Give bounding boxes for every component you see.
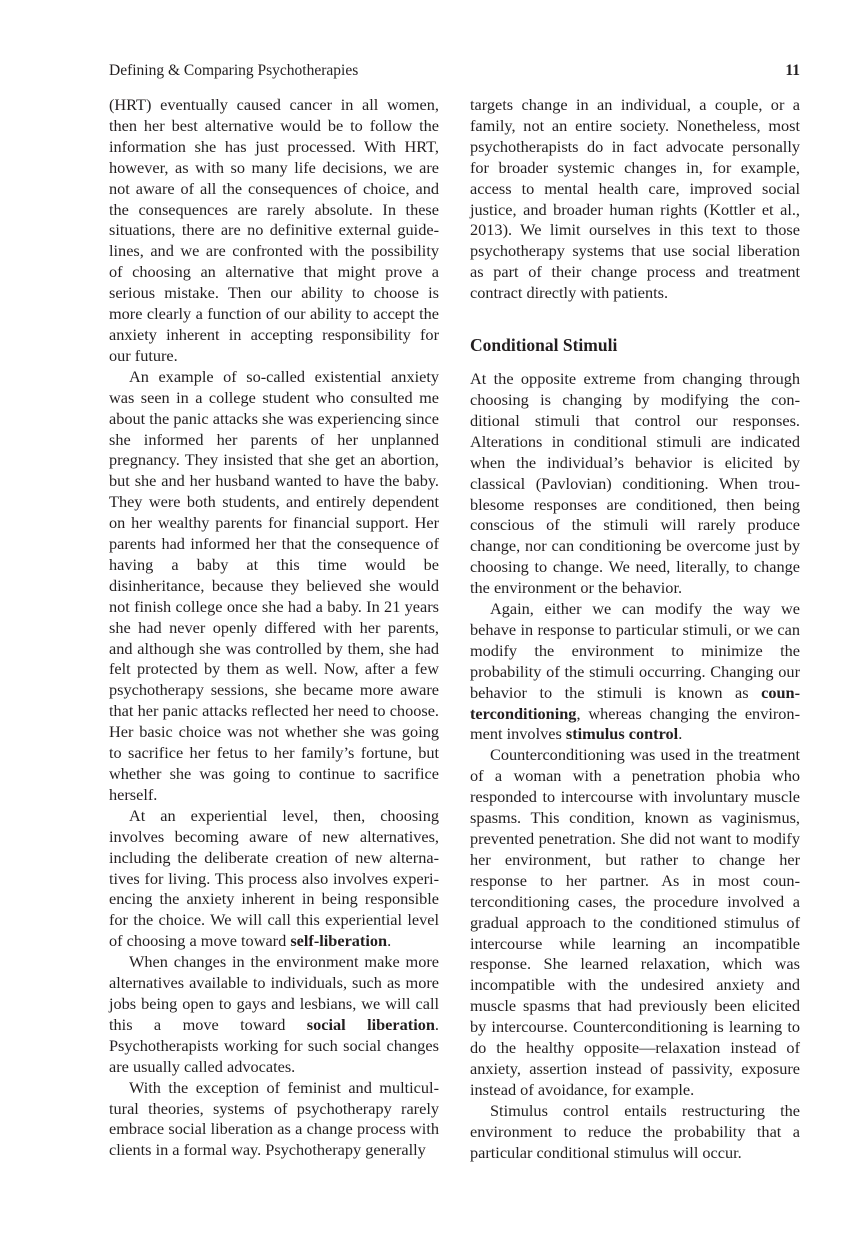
running-head-title: Defining & Comparing Psychotherapies (109, 62, 359, 79)
paragraph-text: At an experiential level, then, choosing involves becoming aware of new alternatives, including the deliberate creation of new alternatives for living. This process also involves experiencing the anxiety inherent in being responsible for the choice. We will call this experiential level of choosing a move toward (109, 805, 439, 951)
left-column (109, 95, 439, 1161)
key-term-self-liberation: self-liberation (290, 931, 388, 951)
key-term-stimulus-control: stimulus control (565, 724, 679, 744)
paragraph-text: , whereas changing the environment involves (470, 703, 800, 744)
key-term-social-liberation: social liberation (306, 1014, 435, 1034)
paragraph-text: Again, either we can modify the way we behave in response to particular stimuli, or we can modify the environment to minimize the probability of the stimuli occurring. Changing our behavior to the stimuli is known as (470, 599, 800, 702)
paragraph (109, 806, 439, 952)
page-number: 11 (785, 62, 800, 79)
key-term-counterconditioning: counterconditioning (470, 682, 800, 723)
paragraph-text: . (387, 931, 392, 951)
paragraph: An example of so-called existential anxiety was seen in a college student who consulted me about the panic attacks she was experiencing since she informed her parents of her unplanned pregnancy. They insisted that she get an abortion, but she and her husband wanted to have the baby. They were both students, and entirely dependent on her wealthy parents for financial support. Her parents had informed her that the consequence of having a baby at this time would be disinheritance, because they believed she would not finish college once she had a baby. In 21 years she had never openly differed with her parents, and although she was controlled by them, she had felt protected by them as well. Now, after a few psychotherapy sessions, she became more aware that her panic attacks reflected her need to choose. Her basic choice was not whether she was going to sacrifice her fetus to her family’s fortune, but whether she was going to continue to sacrifice herself. (109, 366, 439, 804)
paragraph: (HRT) eventually caused cancer in all women, then her best alternative would be to follow the information she has just processed. With HRT, however, as with so many life decisions, we are not aware of all the consequences of choice, and the consequences are rarely absolute. In these situations, there are no definitive external guidelines, and we are confronted with the possibility of choosing an alternative that might prove a serious mistake. Then our ability to choose is more clearly a function of our ability to accept the anxiety inherent in accepting responsibility for our future. (109, 95, 439, 365)
paragraph: Counterconditioning was used in the treatment of a woman with a penetration phobia who responded to intercourse with involuntary muscle spasms. This condition, known as vaginismus, prevented penetration. She did not want to modify her environment, but rather to change her response to her partner. As in most counterconditioning cases, the procedure involved a gradual approach to the conditioned stimulus of intercourse while learning an incompatible response. She learned relaxation, which was incompatible with the undesired anxiety and muscle spasms that had previously been elicited by intercourse. Counterconditioning is learning to do the healthy opposite—relaxation instead of anxiety, assertion instead of passivity, exposure instead of avoidance, for example. (470, 745, 800, 1099)
running-header (109, 62, 800, 84)
paragraph-text: . Psychotherapists working for such social changes are usually called advocates. (109, 1014, 439, 1076)
paragraph-text: . (678, 724, 683, 744)
paragraph: targets change in an individual, a couple, or a family, not an entire society. Nonetheless, most psychotherapists do in fact advocate personally for broader systemic changes in, for example, access to mental health care, improved social justice, and broader human rights (Kottler et al., 2013). We limit ourselves in this text to those psychotherapy systems that use social liberation as part of their change process and treatment contract directly with patients. (470, 95, 800, 303)
paragraph: At the opposite extreme from changing through choosing is changing by modifying the conditional stimuli that control our responses. Alterations in conditional stimuli are indicated when the individual’s behavior is elicited by classical (Pavlovian) conditioning. When troublesome responses are conditioned, then being conscious of the stimuli will rarely produce change, nor can conditioning be overcome just by choosing to change. We need, literally, to change the environment or the behavior. (470, 369, 800, 598)
paragraph-text: When changes in the environment make more alternatives available to individuals, such as more jobs being open to gays and lesbians, we will call this a move toward (109, 952, 439, 1034)
paragraph (470, 599, 800, 745)
section-heading: Conditional Stimuli (470, 335, 618, 356)
right-column (470, 95, 800, 1164)
paragraph: With the exception of feminist and multicultural theories, systems of psychotherapy rarely embrace social liberation as a change process with clients in a formal way. Psychotherapy generally (109, 1077, 439, 1160)
paragraph: Stimulus control entails restructuring the environment to reduce the probability that a particular conditional stimulus will occur. (470, 1100, 800, 1162)
paragraph (109, 952, 439, 1077)
